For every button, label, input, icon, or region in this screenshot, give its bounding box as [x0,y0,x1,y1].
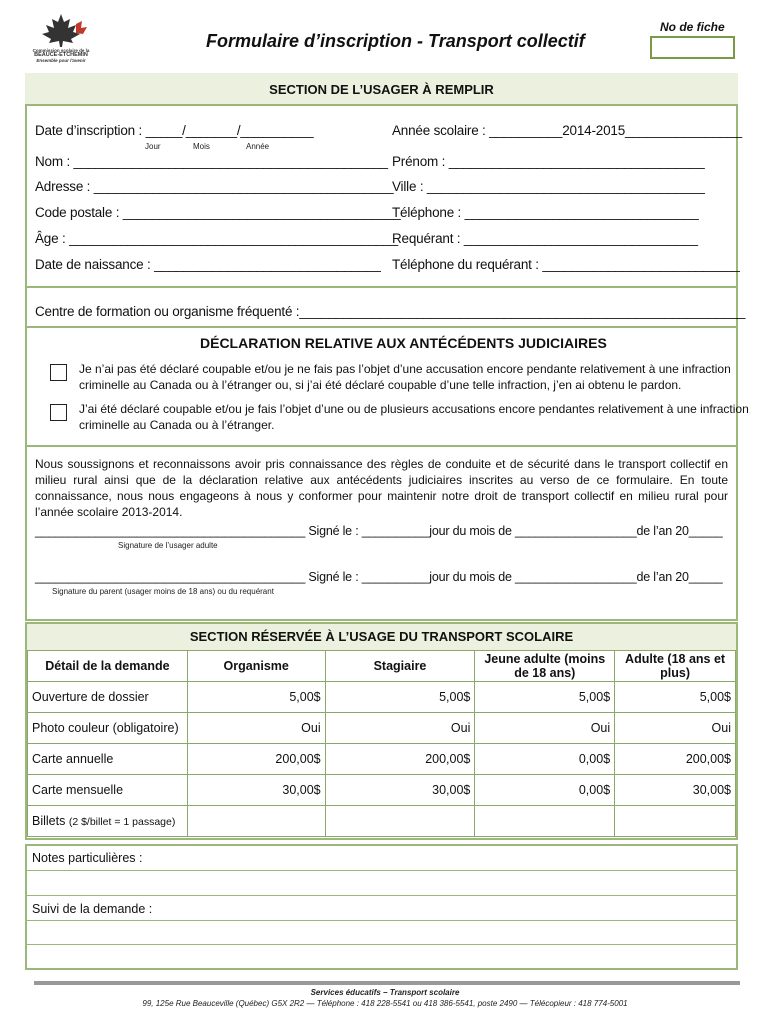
table-cell: 5,00$ [325,682,475,713]
table-cell: 5,00$ [615,682,736,713]
table-cell: Oui [187,713,325,744]
column-header: Détail de la demande [28,651,188,682]
table-cell: 200,00$ [187,744,325,775]
suivi-line[interactable] [27,921,736,945]
table-row [28,775,736,806]
table-cell: 5,00$ [187,682,325,713]
notes-line[interactable] [27,871,736,896]
age-field[interactable]: Âge : _____________________________________________ [35,231,398,246]
declaration-option-1-checkbox[interactable] [50,364,67,381]
table-cell: Carte annuelle [28,744,188,775]
table-cell: Photo couleur (obligatoire) [28,713,188,744]
ville-field[interactable]: Ville : ______________________________________ [392,179,705,194]
table-row [28,682,736,713]
table-cell: 0,00$ [475,744,615,775]
option2-line2: criminelle au Canada ou à l’étranger. [79,418,275,432]
logo [26,12,96,68]
suivi-line[interactable] [27,945,736,968]
billets-note: (2 $/billet = 1 passage) [68,816,176,828]
adresse-field[interactable]: Adresse : _________________________________________ [35,179,394,194]
logo-text-1: Commission scolaire de la [32,48,90,53]
divider [25,286,738,288]
declaration-option-1-text [79,361,729,393]
option1-line1: Je n’ai pas été déclaré coupable et/ou je ne fais pas l’objet d’une accusation encore pendante relativement à une infraction [79,362,731,376]
table-cell: 0,00$ [475,775,615,806]
tel-requerant-field[interactable]: Téléphone du requérant : ___________________________ [392,257,740,272]
logo-text-2: BEAUCE-ETCHEMIN [34,52,88,58]
divider [25,326,738,328]
table-cell[interactable] [475,806,615,837]
table-cell[interactable] [325,806,475,837]
table-cell: 5,00$ [475,682,615,713]
fees-table [27,650,736,837]
footer-bar [34,981,740,985]
table-cell[interactable] [615,806,736,837]
date-inscription-field[interactable]: Date d’inscription : _____/_______/__________ [35,123,314,138]
column-header: Stagiaire [325,651,475,682]
engagement-text: Nous soussignons et reconnaissons avoir pris connaissance des règles de conduite et de sécurité dans le transport collectif en milieu rural ainsi que de la déclaration relative aux antécédents judiciaires inscrites au verso de ce formulaire. En toute connaissance, nous nous engageons à nous y conformer pour maintenir notre droit de transport collectif en milieu rural pour l’année scolaire 2013-2014. [35,457,728,519]
table-cell[interactable] [187,806,325,837]
footer-line-1: Services éducatifs – Transport scolaire [310,988,460,997]
signature-parent-line[interactable]: ________________________________________ Signé le : __________jour du mois de __________________de l’an 20_____ [35,570,723,584]
centre-formation-field[interactable]: Centre de formation ou organisme fréquenté :_____________________________________________________________ [35,304,746,319]
table-cell: 200,00$ [615,744,736,775]
table-cell: 30,00$ [325,775,475,806]
requerant-field[interactable]: Requérant : ________________________________ [392,231,698,246]
prenom-field[interactable]: Prénom : ___________________________________ [392,154,705,169]
table-header-row [28,651,736,682]
notes-section [25,844,738,970]
table-cell: Oui [615,713,736,744]
divider [25,445,738,447]
declaration-option-2-text [79,401,749,433]
school-section-title: SECTION RÉSERVÉE À L’USAGE DU TRANSPORT SCOLAIRE [27,624,736,650]
column-header: Jeune adulte (moins de 18 ans) [475,651,615,682]
column-header: Adulte (18 ans et plus) [615,651,736,682]
table-row [28,744,736,775]
page-title: Formulaire d’inscription - Transport collectif [206,31,585,51]
maple-leaf-icon [26,12,96,48]
table-cell: Ouverture de dossier [28,682,188,713]
table-cell: 30,00$ [615,775,736,806]
table-cell: Carte mensuelle [28,775,188,806]
footer-line-2: 99, 125e Rue Beauceville (Québec) G5X 2R2 — Téléphone : 418 228-5541 ou 418 386-5541, poste 2490 — Télécopieur : 418 774-5001 [142,999,628,1008]
telephone-field[interactable]: Téléphone : ________________________________ [392,205,699,220]
code-postal-field[interactable]: Code postale : ______________________________________ [35,205,401,220]
table-cell: Oui [475,713,615,744]
nom-field[interactable]: Nom : ___________________________________________ [35,154,388,169]
fiche-number-field[interactable] [650,36,735,59]
table-row [28,713,736,744]
date-naissance-field[interactable]: Date de naissance : _______________________________ [35,257,381,272]
signature-adult-label: Signature de l’usager adulte [118,541,218,550]
declaration-title: DÉCLARATION RELATIVE AUX ANTÉCÉDENTS JUDICIAIRES [200,335,607,351]
notes-label[interactable]: Notes particulières : [27,846,736,871]
option2-line1: J’ai été déclaré coupable et/ou je fais l’objet d’une ou de plusieurs accusations encore pendantes relativement à une infraction [79,402,749,416]
table-cell: 30,00$ [187,775,325,806]
table-cell: 200,00$ [325,744,475,775]
mois-label: Mois [193,142,210,151]
column-header: Organisme [187,651,325,682]
table-row [28,806,736,837]
annee-label: Année [246,142,270,151]
fiche-label: No de fiche [660,20,725,34]
annee-scolaire-field[interactable]: Année scolaire : __________2014-2015________________ [392,123,742,138]
table-cell [28,806,188,837]
logo-text-3: Ensemble pour l'avenir [36,58,86,63]
signature-parent-label: Signature du parent (usager moins de 18 ans) ou du requérant [52,587,274,596]
billets-label: Billets [32,814,66,828]
user-section-title: SECTION DE L’USAGER À REMPLIR [25,73,738,106]
jour-label: Jour [145,142,161,151]
signature-adult-line[interactable]: ________________________________________ Signé le : __________jour du mois de __________________de l’an 20_____ [35,524,723,538]
table-cell: Oui [325,713,475,744]
option1-line2: criminelle au Canada ou à l’étranger ou, si j’ai été déclaré coupable d’une telle infraction, j’en ai obtenu le pardon. [79,378,682,392]
declaration-option-2-checkbox[interactable] [50,404,67,421]
suivi-label[interactable]: Suivi de la demande : [27,896,736,921]
